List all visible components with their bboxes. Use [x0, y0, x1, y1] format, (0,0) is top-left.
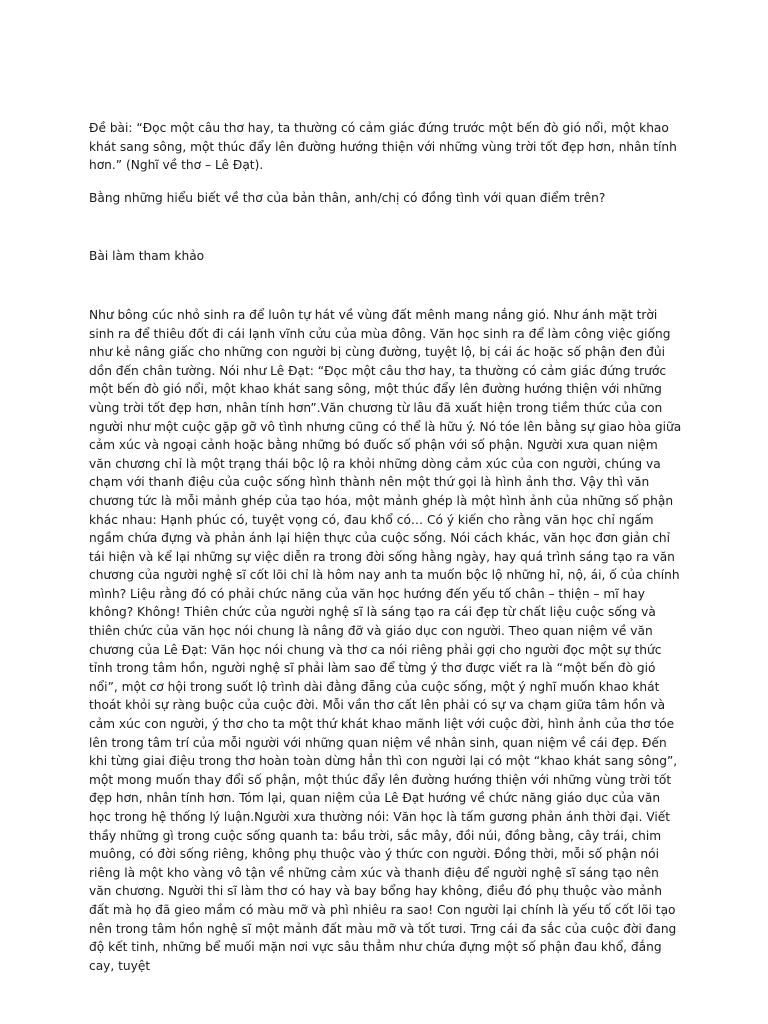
- document-content: [89, 119, 683, 975]
- task-paragraph: Đề bài: “Đọc một câu thơ hay, ta thường có cảm giác đứng trước một bến đò gió nổi, một khao khát sang sông, một thúc đẩy lên đường hướng thiện với những vùng trời tốt đẹp hơn, nhân tính hơn.” (Nghĩ về thơ – Lê Đạt).: [89, 121, 677, 173]
- section-heading: Bài làm tham khảo: [89, 249, 205, 264]
- essay-body-paragraph: Như bông cúc nhỏ sinh ra để luôn tự hát về vùng đất mênh mang nắng gió. Như ánh mặt trời sinh ra để thiêu đốt đi cái lạnh vĩnh cửu của mùa đông. Văn học sinh ra để làm công việc giống như kẻ nâng giấc cho những con người bị cùng đường, tuyệt lộ, bị cái ác hoặc số phận đen đủi dồn đến chân tường. Nói như Lê Đạt: “Đọc một câu thơ hay, ta thường có cảm giác đứng trước một bến đò gió nổi, một khao khát sang sông, một thúc đẩy lên đường hướng thiện với những vùng trời tốt đẹp hơn, nhân tính hơn”.Văn chương từ lâu đã xuất hiện trong tiềm thức của con người như một cuộc gặp gỡ vô tình nhưng cũng có thể là hữu ý. Nó tóe lên bằng sự giao hòa giữa cảm xúc và ngoại cảnh hoặc bằng những bó đuốc số phận với số phận. Người xưa quan niệm văn chương chỉ là một trạng thái bộc lộ ra khỏi những dòng cảm xúc của con người, chúng va chạm với thanh điệu của cuộc sống hình thành nên một thứ gọi là hình ảnh thơ. Vậy thì văn chương tức là mỗi mảnh ghép của tạo hóa, một mảnh ghép là một hình ảnh của những số phận khác nhau: Hạnh phúc có, tuyệt vọng có, đau khổ có… Có ý kiến cho rằng văn học chỉ ngấm ngầm chứa đựng và phản ánh lại hiện thực của cuộc sống. Nói cách khác, văn học đơn giản chỉ tái hiện và kể lại những sự việc diễn ra trong đời sống hằng ngày, hay quá trình sáng tạo ra văn chương của người nghệ sĩ cốt lõi chỉ là hôm nay anh ta muốn bộc lộ những hỉ, nộ, ái, ố của chính mình? Liệu rằng đó có phải chức năng của văn học hướng đến yếu tố chân – thiện – mĩ hay không? Không! Thiên chức của người nghệ sĩ là sáng tạo ra cái đẹp từ chất liệu cuộc sống và thiên chức của văn học nói chung là nâng đỡ và giáo dục con người. Theo quan niệm về văn chương của Lê Đạt: Văn học nói chung và thơ ca nói riêng phải gợi cho người đọc một sự thức tỉnh trong tâm hồn, người nghệ sĩ phải làm sao để từng ý thơ được viết ra là “một bến đò gió nổi”, một cơ hội trong suốt lộ trình dài đằng đẵng của cuộc sống, một ý nghĩ muốn khao khát thoát khỏi sự ràng buộc của cuộc đời. Mỗi vần thơ cất lên phải có sự va chạm giữa tâm hồn và cảm xúc con người, ý thơ cho ta một thứ khát khao mãnh liệt với cuộc đời, hình ảnh của thơ tóe lên trong tâm trí của mỗi người với những quan niệm về nhân sinh, quan niệm về cái đẹp. Đến khi từng giai điệu trong thơ hoàn toàn dừng hẳn thì con người lại có một “khao khát sang sông”, một mong muốn thay đổi số phận, một thúc đẩy lên đường hướng thiện với những vùng trời tốt đẹp hơn, nhân tính hơn. Tóm lại, quan niệm của Lê Đạt hướng về chức năng giáo dục của văn học trong hệ thống lý luận.Người xưa thường nói: Văn học là tấm gương phản ánh thời đại. Viết thầy những gì trong cuộc sống quanh ta: bầu trời, sắc mây, đồi núi, đồng bằng, cây trái, chim muông, có đời sống riêng, không phụ thuộc vào ý thức con người. Đồng thời, mỗi số phận nói riêng là một kho vàng vô tận về những cảm xúc và thanh điệu để người nghệ sĩ sáng tạo nên văn chương. Người thi sĩ làm thơ có hay và bay bổng hay không, điều đó phụ thuộc vào mảnh đất mà họ đã gieo mầm có màu mỡ và phì nhiêu ra sao! Con người lại chính là yếu tố cốt lõi tạo nên trong tâm hồn nghệ sĩ một mảnh đất màu mỡ và tốt tươi. Trng cái đa sắc của cuộc đời đang độ kết tinh, những bể muối mặn nơi vực sâu thẳm như chứa đựng một số phận đau khổ, đắng cay, tuyệt: [89, 307, 682, 973]
- question-paragraph: Bằng những hiểu biết về thơ của bản thân, anh/chị có đồng tình với quan điểm trên?: [89, 190, 606, 205]
